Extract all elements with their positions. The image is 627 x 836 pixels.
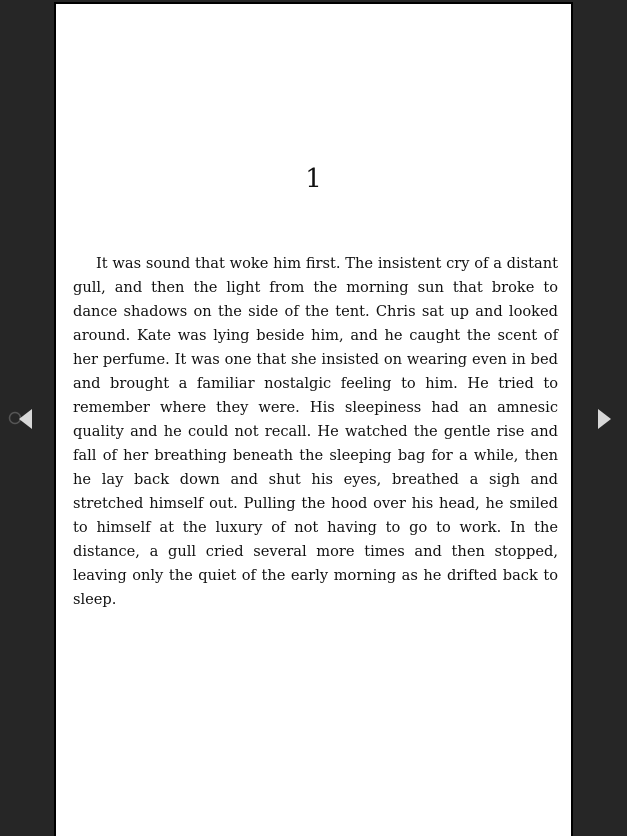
chapter-number: 1 bbox=[305, 164, 322, 194]
triangle-left-icon bbox=[16, 408, 36, 430]
chapter-paragraph: It was sound that woke him first. The insistent cry of a distant gull, and then the light from the morning sun that broke to dance shadows on the side of the tent. Chris sat up and looked around. Kate was lying beside him, and he caught the scent of her perfume. It was one that she insisted on wearing even in bed and brought a familiar nostalgic feeling to him. He tried to remember where they were. His sleepiness had an amnesic quality and he could not recall. He watched the gentle rise and fall of her breathing beneath the sleeping bag for a while, then he lay back down and shut his eyes, breathed a sigh and stretched himself out. Pulling the hood over his head, he smiled to himself at the luxury of not having to go to work. In the distance, a gull cried several more times and then stopped, leaving only the quiet of the early morning as he drifted back to sleep. bbox=[73, 255, 558, 608]
next-page-button[interactable] bbox=[595, 408, 615, 430]
triangle-right-icon bbox=[595, 408, 615, 430]
previous-page-button[interactable] bbox=[16, 408, 36, 430]
book-page bbox=[54, 2, 573, 836]
